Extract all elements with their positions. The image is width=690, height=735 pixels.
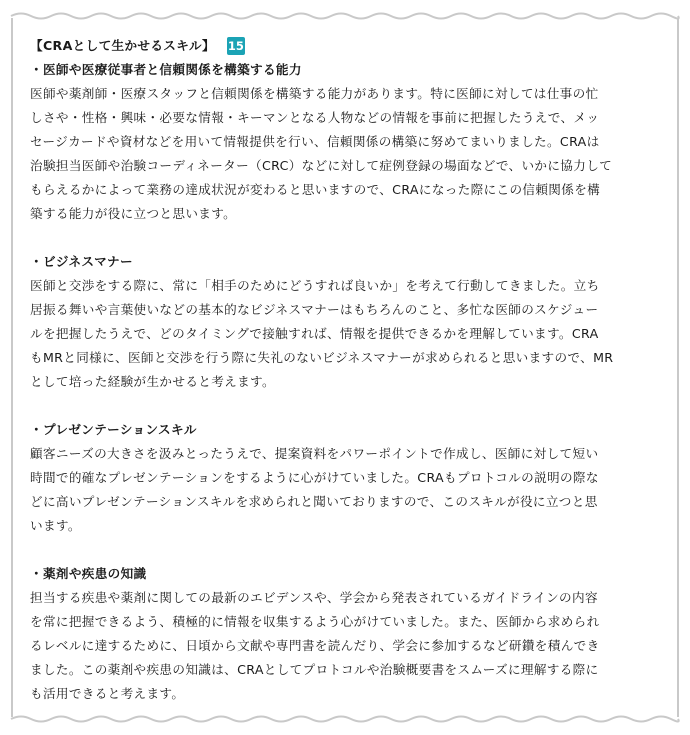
section-knowledge: [30, 562, 660, 706]
wavy-top-border: [0, 0, 690, 26]
number-badge: 15: [227, 39, 244, 53]
body-line: 担当する疾患や薬剤に関しての最新のエビデンスや、学会から発表されているガイドラインの内容: [30, 590, 598, 605]
section-heading: ・薬剤や疾患の知識: [30, 566, 147, 581]
body-line: を常に把握できるよう、積極的に情報を収集するよう心がけていました。また、医師から求められ: [30, 614, 600, 629]
section-relationship: [30, 58, 660, 226]
document-heading: [30, 34, 660, 58]
section-heading: ・医師や医療従事者と信頼関係を構築する能力: [30, 62, 302, 77]
wavy-bottom-border: [0, 709, 690, 735]
document-title: 【CRAとして生かせるスキル】: [30, 38, 215, 53]
left-border: [11, 18, 13, 717]
section-body: [30, 274, 660, 394]
body-line: るレベルに達するために、日頃から文献や専門書を読んだり、学会に参加するなど研鑽を積んでき: [30, 638, 600, 653]
body-line: セージカードや資材などを用いて情報提供を行い、信頼関係の構築に努めてまいりました。CRAは: [30, 134, 600, 149]
section-business-manners: [30, 250, 660, 394]
body-line: 時間で的確なプレゼンテーションをするように心がけていました。CRAもプロトコルの説明の際な: [30, 470, 599, 485]
body-line: 築する能力が役に立つと思います。: [30, 206, 237, 221]
body-line: として培った経験が生かせると考えます。: [30, 374, 275, 389]
body-line: 治験担当医師や治験コーディネーター（CRC）などに対して症例登録の場面などで、いかに協力して: [30, 158, 613, 173]
body-line: ました。この薬剤や疾患の知識は、CRAとしてプロトコルや治験概要書をスムーズに理解する際に: [30, 662, 599, 677]
body-line: います。: [30, 518, 81, 533]
right-border: [677, 18, 679, 717]
section-heading: ・プレゼンテーションスキル: [30, 422, 197, 437]
body-line: もらえるかによって業務の達成状況が変わると思いますので、CRAになった際にこの信頼関係を構: [30, 182, 601, 197]
section-body: [30, 82, 660, 226]
section-body: [30, 586, 660, 706]
body-line: も活用できると考えます。: [30, 686, 185, 701]
body-line: 居振る舞いや言葉使いなどの基本的なビジネスマナーはもちろんのこと、多忙な医師のスケジュー: [30, 302, 599, 317]
body-line: 医師や薬剤師・医療スタッフと信頼関係を構築する能力があります。特に医師に対しては仕事の忙: [30, 86, 599, 101]
document-content: [30, 34, 660, 706]
body-line: どに高いプレゼンテーションスキルを求められと聞いておりますので、このスキルが役に立つと思: [30, 494, 598, 509]
section-heading: ・ビジネスマナー: [30, 254, 133, 269]
body-line: ルを把握したうえで、どのタイミングで接触すれば、情報を提供できるかを理解しています。CRA: [30, 326, 599, 341]
section-presentation: [30, 418, 660, 538]
body-line: 医師と交渉をする際に、常に「相手のためにどうすれば良いか」を考えて行動してきました。立ち: [30, 278, 600, 293]
section-body: [30, 442, 660, 538]
body-line: もMRと同様に、医師と交渉を行う際に失礼のないビジネスマナーが求められると思いますので、MR: [30, 350, 614, 365]
body-line: しさや・性格・興味・必要な情報・キーマンとなる人物などの情報を事前に把握したうえで、メッ: [30, 110, 600, 125]
body-line: 顧客ニーズの大きさを汲みとったうえで、提案資料をパワーポイントで作成し、医師に対して短い: [30, 446, 599, 461]
